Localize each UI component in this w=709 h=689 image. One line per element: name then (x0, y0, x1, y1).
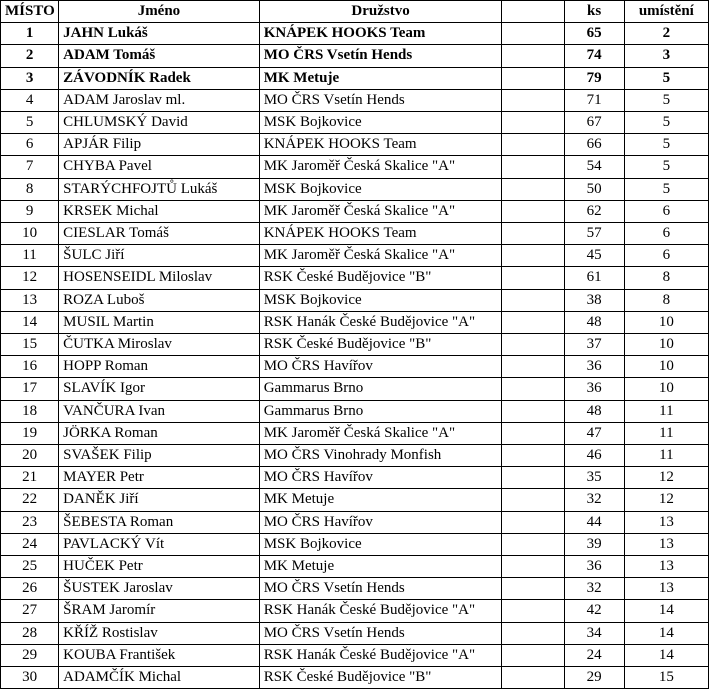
cell-ks: 65 (564, 23, 624, 45)
cell-ks: 50 (564, 178, 624, 200)
cell-ks: 54 (564, 156, 624, 178)
cell-misto: 29 (1, 644, 59, 666)
cell-misto: 25 (1, 556, 59, 578)
cell-jmeno: APJÁR Filip (59, 134, 260, 156)
cell-spacer (502, 89, 564, 111)
cell-ks: 61 (564, 267, 624, 289)
cell-umisteni: 8 (624, 267, 708, 289)
cell-ks: 48 (564, 311, 624, 333)
cell-ks: 74 (564, 45, 624, 67)
cell-spacer (502, 467, 564, 489)
cell-misto: 22 (1, 489, 59, 511)
cell-umisteni: 14 (624, 644, 708, 666)
table-row (1, 67, 709, 89)
cell-jmeno: STARÝCHFOJTŮ Lukáš (59, 178, 260, 200)
table-row (1, 45, 709, 67)
cell-misto: 9 (1, 200, 59, 222)
cell-misto: 26 (1, 578, 59, 600)
cell-jmeno: ROZA Luboš (59, 289, 260, 311)
cell-spacer (502, 422, 564, 444)
cell-jmeno: JAHN Lukáš (59, 23, 260, 45)
table-row (1, 445, 709, 467)
cell-jmeno: ŠULC Jiří (59, 245, 260, 267)
table-row (1, 644, 709, 666)
cell-spacer (502, 267, 564, 289)
cell-spacer (502, 289, 564, 311)
cell-misto: 3 (1, 67, 59, 89)
cell-umisteni: 6 (624, 245, 708, 267)
cell-spacer (502, 134, 564, 156)
cell-misto: 28 (1, 622, 59, 644)
cell-umisteni: 13 (624, 578, 708, 600)
cell-druzstvo: MK Metuje (259, 556, 502, 578)
cell-misto: 15 (1, 334, 59, 356)
cell-misto: 17 (1, 378, 59, 400)
cell-umisteni: 6 (624, 223, 708, 245)
cell-umisteni: 10 (624, 378, 708, 400)
table-row (1, 667, 709, 689)
column-header-umisteni: umístění (624, 1, 708, 23)
cell-umisteni: 5 (624, 67, 708, 89)
cell-jmeno: VANČURA Ivan (59, 400, 260, 422)
cell-spacer (502, 622, 564, 644)
cell-jmeno: HUČEK Petr (59, 556, 260, 578)
cell-ks: 66 (564, 134, 624, 156)
cell-spacer (502, 23, 564, 45)
table-row (1, 267, 709, 289)
table-row (1, 223, 709, 245)
cell-umisteni: 15 (624, 667, 708, 689)
table-row (1, 178, 709, 200)
cell-spacer (502, 356, 564, 378)
cell-umisteni: 5 (624, 156, 708, 178)
cell-jmeno: ŠUSTEK Jaroslav (59, 578, 260, 600)
cell-spacer (502, 489, 564, 511)
column-header-misto: MÍSTO (1, 1, 59, 23)
cell-umisteni: 2 (624, 23, 708, 45)
cell-jmeno: ADAMČÍK Michal (59, 667, 260, 689)
cell-druzstvo: KNÁPEK HOOKS Team (259, 223, 502, 245)
column-header-ks: ks (564, 1, 624, 23)
cell-ks: 62 (564, 200, 624, 222)
cell-druzstvo: RSK České Budějovice "B" (259, 334, 502, 356)
cell-jmeno: ČUTKA Miroslav (59, 334, 260, 356)
cell-druzstvo: MK Jaroměř Česká Skalice "A" (259, 156, 502, 178)
cell-spacer (502, 245, 564, 267)
cell-spacer (502, 223, 564, 245)
cell-umisteni: 14 (624, 622, 708, 644)
cell-umisteni: 13 (624, 556, 708, 578)
cell-jmeno: ADAM Jaroslav ml. (59, 89, 260, 111)
cell-spacer (502, 578, 564, 600)
cell-ks: 29 (564, 667, 624, 689)
cell-misto: 19 (1, 422, 59, 444)
cell-spacer (502, 600, 564, 622)
table-row (1, 378, 709, 400)
cell-ks: 32 (564, 578, 624, 600)
cell-ks: 47 (564, 422, 624, 444)
cell-umisteni: 11 (624, 445, 708, 467)
cell-druzstvo: RSK Hanák České Budějovice "A" (259, 311, 502, 333)
cell-spacer (502, 667, 564, 689)
cell-jmeno: CHLUMSKÝ David (59, 112, 260, 134)
cell-jmeno: ŠEBESTA Roman (59, 511, 260, 533)
table-row (1, 289, 709, 311)
cell-misto: 24 (1, 533, 59, 555)
cell-ks: 48 (564, 400, 624, 422)
cell-jmeno: JÖRKA Roman (59, 422, 260, 444)
cell-jmeno: MAYER Petr (59, 467, 260, 489)
table-header-row (1, 1, 709, 23)
cell-druzstvo: MO ČRS Vsetín Hends (259, 45, 502, 67)
cell-umisteni: 12 (624, 489, 708, 511)
cell-jmeno: ŠRAM Jaromír (59, 600, 260, 622)
cell-druzstvo: KNÁPEK HOOKS Team (259, 134, 502, 156)
cell-umisteni: 11 (624, 422, 708, 444)
column-header-jmeno: Jméno (59, 1, 260, 23)
cell-misto: 8 (1, 178, 59, 200)
cell-ks: 46 (564, 445, 624, 467)
cell-misto: 14 (1, 311, 59, 333)
cell-druzstvo: MO ČRS Havířov (259, 356, 502, 378)
cell-misto: 5 (1, 112, 59, 134)
cell-druzstvo: MO ČRS Vsetín Hends (259, 622, 502, 644)
cell-druzstvo: MO ČRS Vsetín Hends (259, 578, 502, 600)
cell-misto: 11 (1, 245, 59, 267)
cell-spacer (502, 45, 564, 67)
cell-spacer (502, 378, 564, 400)
cell-misto: 6 (1, 134, 59, 156)
cell-umisteni: 5 (624, 134, 708, 156)
cell-ks: 45 (564, 245, 624, 267)
cell-druzstvo: MO ČRS Havířov (259, 511, 502, 533)
cell-jmeno: HOSENSEIDL Miloslav (59, 267, 260, 289)
cell-druzstvo: MK Jaroměř Česká Skalice "A" (259, 422, 502, 444)
table-row (1, 156, 709, 178)
cell-misto: 13 (1, 289, 59, 311)
table-row (1, 356, 709, 378)
cell-jmeno: HOPP Roman (59, 356, 260, 378)
cell-ks: 36 (564, 378, 624, 400)
cell-jmeno: MUSIL Martin (59, 311, 260, 333)
cell-umisteni: 12 (624, 467, 708, 489)
cell-ks: 57 (564, 223, 624, 245)
cell-ks: 67 (564, 112, 624, 134)
table-row (1, 578, 709, 600)
cell-umisteni: 10 (624, 356, 708, 378)
cell-jmeno: KŘÍŽ Rostislav (59, 622, 260, 644)
table-row (1, 422, 709, 444)
table-row (1, 622, 709, 644)
cell-umisteni: 10 (624, 311, 708, 333)
cell-druzstvo: RSK České Budějovice "B" (259, 667, 502, 689)
cell-druzstvo: RSK České Budějovice "B" (259, 267, 502, 289)
cell-jmeno: DANĚK Jiří (59, 489, 260, 511)
cell-misto: 30 (1, 667, 59, 689)
cell-spacer (502, 400, 564, 422)
table-row (1, 245, 709, 267)
cell-spacer (502, 178, 564, 200)
cell-druzstvo: RSK Hanák České Budějovice "A" (259, 644, 502, 666)
table-row (1, 600, 709, 622)
column-header-druzstvo: Družstvo (259, 1, 502, 23)
cell-umisteni: 10 (624, 334, 708, 356)
cell-jmeno: SVAŠEK Filip (59, 445, 260, 467)
cell-misto: 16 (1, 356, 59, 378)
cell-misto: 12 (1, 267, 59, 289)
table-row (1, 200, 709, 222)
table-row (1, 334, 709, 356)
cell-misto: 21 (1, 467, 59, 489)
cell-spacer (502, 644, 564, 666)
cell-druzstvo: MSK Bojkovice (259, 289, 502, 311)
table-row (1, 112, 709, 134)
table-row (1, 533, 709, 555)
cell-druzstvo: MSK Bojkovice (259, 533, 502, 555)
cell-ks: 35 (564, 467, 624, 489)
cell-druzstvo: Gammarus Brno (259, 400, 502, 422)
cell-misto: 7 (1, 156, 59, 178)
cell-spacer (502, 67, 564, 89)
column-header-spacer (502, 1, 564, 23)
table-row (1, 489, 709, 511)
cell-ks: 71 (564, 89, 624, 111)
cell-umisteni: 11 (624, 400, 708, 422)
table-row (1, 511, 709, 533)
cell-spacer (502, 112, 564, 134)
table-row (1, 311, 709, 333)
cell-spacer (502, 311, 564, 333)
cell-jmeno: CIESLAR Tomáš (59, 223, 260, 245)
cell-umisteni: 13 (624, 511, 708, 533)
cell-umisteni: 3 (624, 45, 708, 67)
cell-jmeno: ZÁVODNÍK Radek (59, 67, 260, 89)
cell-ks: 42 (564, 600, 624, 622)
cell-misto: 1 (1, 23, 59, 45)
cell-ks: 79 (564, 67, 624, 89)
cell-druzstvo: RSK Hanák České Budějovice "A" (259, 600, 502, 622)
cell-spacer (502, 511, 564, 533)
cell-ks: 34 (564, 622, 624, 644)
cell-jmeno: SLAVÍK Igor (59, 378, 260, 400)
cell-umisteni: 5 (624, 178, 708, 200)
cell-spacer (502, 156, 564, 178)
cell-druzstvo: KNÁPEK HOOKS Team (259, 23, 502, 45)
cell-druzstvo: MK Jaroměř Česká Skalice "A" (259, 200, 502, 222)
cell-ks: 38 (564, 289, 624, 311)
cell-ks: 36 (564, 556, 624, 578)
cell-umisteni: 5 (624, 89, 708, 111)
cell-druzstvo: MK Jaroměř Česká Skalice "A" (259, 245, 502, 267)
cell-druzstvo: MSK Bojkovice (259, 112, 502, 134)
cell-druzstvo: MSK Bojkovice (259, 178, 502, 200)
cell-umisteni: 13 (624, 533, 708, 555)
cell-druzstvo: MK Metuje (259, 489, 502, 511)
cell-misto: 18 (1, 400, 59, 422)
cell-spacer (502, 445, 564, 467)
cell-druzstvo: MO ČRS Vinohrady Monfish (259, 445, 502, 467)
cell-spacer (502, 200, 564, 222)
cell-misto: 2 (1, 45, 59, 67)
cell-jmeno: KOUBA František (59, 644, 260, 666)
cell-jmeno: PAVLACKÝ Vít (59, 533, 260, 555)
cell-misto: 10 (1, 223, 59, 245)
cell-ks: 44 (564, 511, 624, 533)
cell-misto: 4 (1, 89, 59, 111)
cell-misto: 20 (1, 445, 59, 467)
table-row (1, 89, 709, 111)
cell-spacer (502, 556, 564, 578)
cell-druzstvo: MO ČRS Vsetín Hends (259, 89, 502, 111)
cell-umisteni: 5 (624, 112, 708, 134)
cell-misto: 23 (1, 511, 59, 533)
cell-umisteni: 14 (624, 600, 708, 622)
cell-jmeno: CHYBA Pavel (59, 156, 260, 178)
cell-umisteni: 8 (624, 289, 708, 311)
cell-misto: 27 (1, 600, 59, 622)
table-row (1, 556, 709, 578)
cell-druzstvo: MK Metuje (259, 67, 502, 89)
cell-ks: 36 (564, 356, 624, 378)
cell-jmeno: KRSEK Michal (59, 200, 260, 222)
table-row (1, 23, 709, 45)
table-row (1, 134, 709, 156)
table-row (1, 467, 709, 489)
cell-ks: 39 (564, 533, 624, 555)
cell-ks: 37 (564, 334, 624, 356)
cell-spacer (502, 533, 564, 555)
table-row (1, 400, 709, 422)
cell-ks: 32 (564, 489, 624, 511)
cell-jmeno: ADAM Tomáš (59, 45, 260, 67)
cell-druzstvo: MO ČRS Havířov (259, 467, 502, 489)
cell-ks: 24 (564, 644, 624, 666)
cell-umisteni: 6 (624, 200, 708, 222)
cell-druzstvo: Gammarus Brno (259, 378, 502, 400)
cell-spacer (502, 334, 564, 356)
